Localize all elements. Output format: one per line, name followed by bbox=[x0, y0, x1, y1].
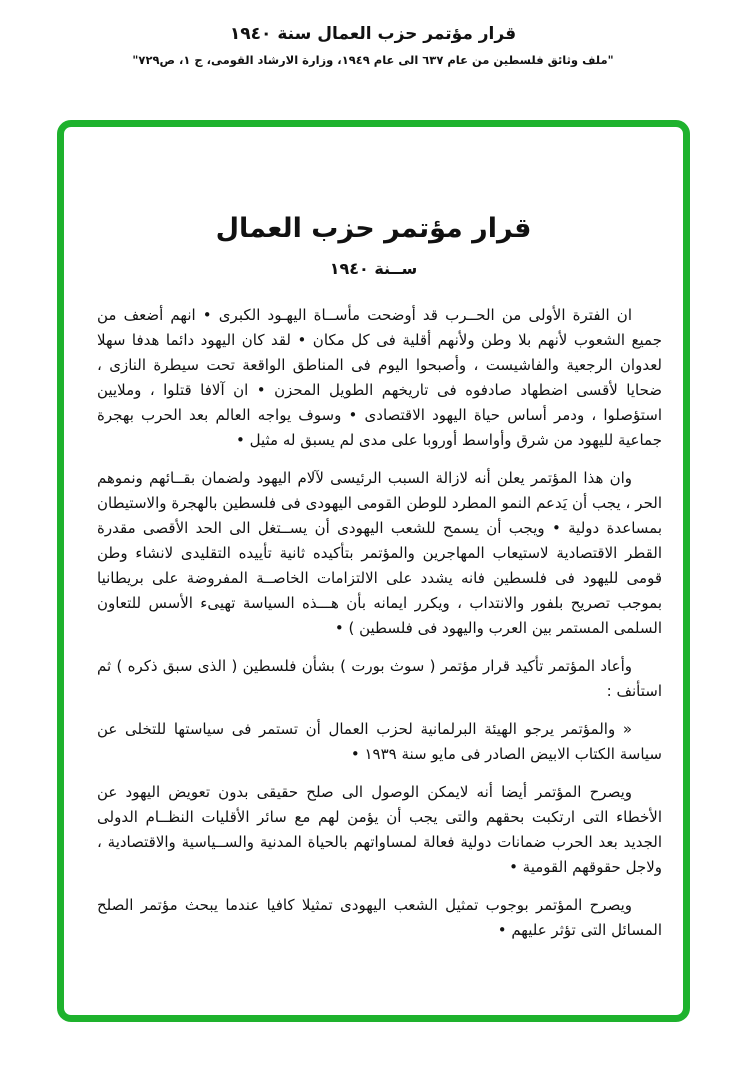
header-source-citation: "ملف وثائق فلسطين من عام ٦٣٧ الى عام ١٩٤٩، وزارة الارشاد القومى، ج ١، ص٧٢٩" bbox=[132, 53, 614, 67]
header-title: قرار مؤتمر حزب العمال سنة ١٩٤٠ bbox=[229, 24, 517, 44]
paragraph: ويصرح المؤتمر بوجوب تمثيل الشعب اليهودى تمثيلا كافيا عندما يبحث مؤتمر الصلح المسائل التى تؤثر عليهم • bbox=[97, 896, 662, 939]
page-header bbox=[0, 24, 746, 67]
paragraph: ان الفترة الأولى من الحــرب قد أوضحت مأســاة اليهـود الكبرى • انهم أضعف من جميع الشعوب لأنهم بلا وطن ولأنهم أقلية فى كل مكان • لقد كان اليهود دائما هدفا سهلا لعدوان الرجعية والفاشيست ، وأصبحوا اليوم فى المناطق الواقعة تحت سيطرة النازى ، ضحايا لأقسى اضطهاد صادفوه فى تاريخهم الطويل المحزن • ان آلافا قتلوا ، وملايين استؤصلوا ، ودمر أساس حياة اليهود الاقتصادى • وسوف يواجه العالم بعد الحرب بهجرة جماعية لليهود من شرق وأواسط أوروبا على مدى لم يسبق له مثيل • bbox=[97, 306, 662, 449]
document-page bbox=[57, 120, 690, 1022]
document-subtitle: ســنة ١٩٤٠ bbox=[329, 259, 418, 278]
paragraph: « والمؤتمر يرجو الهيئة البرلمانية لحزب العمال أن تستمر فى سياستها للتخلى عن سياسة الكتاب الابيض الصادر فى مايو سنة ١٩٣٩ • bbox=[97, 720, 662, 763]
document-body bbox=[64, 303, 683, 943]
paragraph: وان هذا المؤتمر يعلن أنه لازالة السبب الرئيسى لآلام اليهود ولضمان بقــائهم ونموهم الحر ، يجب أن يَدعم النمو المطرد للوطن القومى اليهودى فى فلسطين بالهجرة والاستيطان بمساعدة دولية • ويجب أن يسمح للشعب اليهودى أن يســتغل الى الحد الأقصى مقدرة القطر الاقتصادية لاستيعاب المهاجرين والمؤتمر بتأكيده ثانية تأييده التقليدى لانشاء وطن قومى لليهود فى فلسطين فانه يشدد على الالتزامات الخاصــة المفروضة على بريطانيا بموجب تصريح بلفور والانتداب ، ويكرر ايمانه بأن هـــذه السياسة تهيىء الأسس للتعاون السلمى المستمر بين العرب واليهود فى فلسطين ) • bbox=[97, 469, 662, 637]
document-title: قرار مؤتمر حزب العمال bbox=[215, 213, 532, 244]
paragraph: وأعاد المؤتمر تأكيد قرار مؤتمر ( سوث بورت ) بشأن فلسطين ( الذى سبق ذكره ) ثم استأنف : bbox=[97, 657, 662, 700]
paragraph: ويصرح المؤتمر أيضا أنه لايمكن الوصول الى صلح حقيقى بدون تعويض اليهود عن الأخطاء التى ارتكبت بحقهم والتى يجب أن يؤمن لهم مع سائر الأقليات النظــام الدولى الجديد بعد الحرب ضمانات دولية فعالة لمساواتهم بالحياة المدنية والســياسية والاقتصادية ، ولاجل حقوقهم القومية • bbox=[97, 783, 662, 876]
